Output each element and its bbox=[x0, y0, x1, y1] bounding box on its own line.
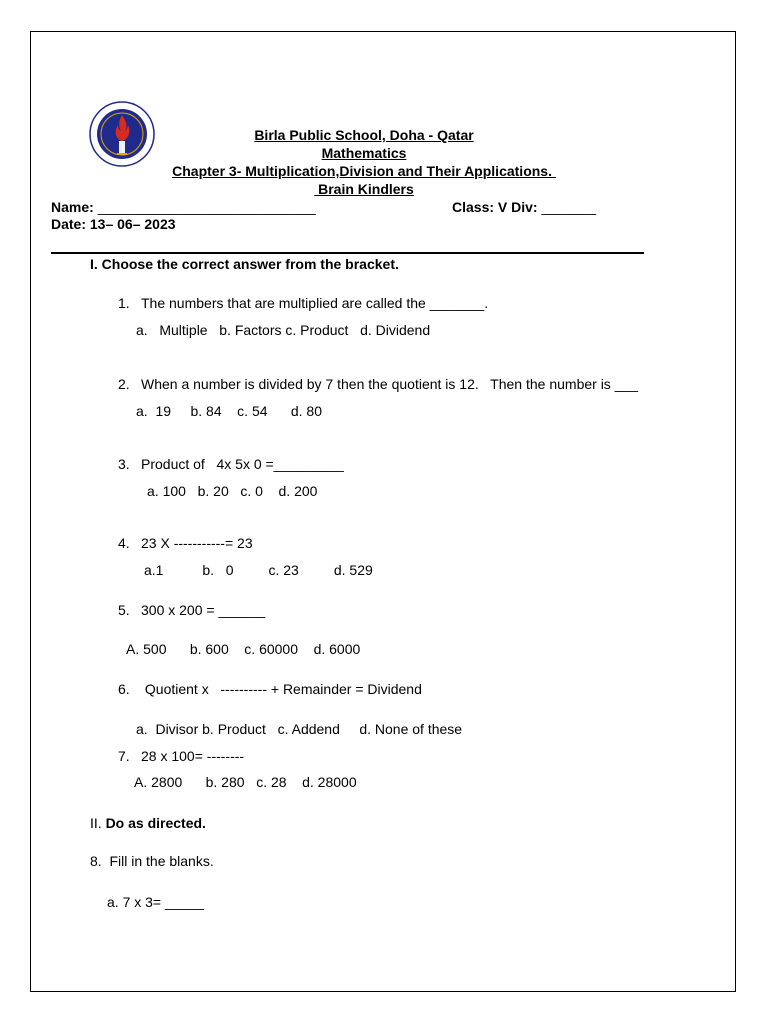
question-text: When a number is divided by 7 then the quotient is 12. Then the number is ___ bbox=[141, 376, 639, 392]
section2-prefix: II. bbox=[90, 815, 106, 831]
section2-heading: Do as directed. bbox=[105, 815, 206, 831]
question-text: Quotient x ---------- + Remainder = Dividend bbox=[141, 681, 422, 697]
chapter-title: Chapter 3- Multiplication,Division and Their Applications. bbox=[172, 163, 556, 179]
name-blank: ____________________________ bbox=[97, 199, 316, 215]
question-number: 1. bbox=[118, 295, 130, 311]
question-options: A. 500 b. 600 c. 60000 d. 6000 bbox=[126, 641, 361, 657]
section2-heading-row bbox=[90, 815, 206, 832]
question-options: A. 2800 b. 280 c. 28 d. 28000 bbox=[134, 774, 357, 790]
question-number: 3. bbox=[118, 456, 130, 472]
school-name: Birla Public School, Doha - Qatar bbox=[254, 127, 474, 143]
question-8a: a. 7 x 3= _____ bbox=[107, 894, 204, 910]
class-row bbox=[452, 199, 596, 216]
question-text: Product of 4x 5x 0 =_________ bbox=[141, 456, 344, 472]
subject-title: Mathematics bbox=[321, 145, 407, 161]
question-text: 23 X -----------= 23 bbox=[141, 535, 253, 551]
worksheet-title: Brain Kindlers bbox=[314, 181, 414, 197]
question-options: a.1 b. 0 c. 23 d. 529 bbox=[144, 562, 373, 578]
question-8: 8. Fill in the blanks. bbox=[90, 853, 214, 869]
question-options: a. Multiple b. Factors c. Product d. Dividend bbox=[136, 322, 431, 338]
question-text: The numbers that are multiplied are called the _______. bbox=[141, 295, 489, 311]
question-number: 4. bbox=[118, 535, 130, 551]
header-divider bbox=[51, 252, 644, 254]
question-number: 7. bbox=[118, 748, 130, 764]
section1-heading: I. Choose the correct answer from the bracket. bbox=[90, 256, 399, 272]
date-label: Date: 13– 06– 2023 bbox=[51, 216, 176, 232]
question-number: 2. bbox=[118, 376, 130, 392]
question-number: 5. bbox=[118, 602, 130, 618]
name-row bbox=[51, 199, 316, 216]
class-blank: _______ bbox=[541, 199, 596, 215]
class-label: Class: V Div: bbox=[452, 199, 542, 215]
question-number: 6. bbox=[118, 681, 130, 697]
question-options: a. Divisor b. Product c. Addend d. None of these bbox=[136, 721, 463, 737]
question-text: 28 x 100= -------- bbox=[141, 748, 245, 764]
question-options: a. 100 b. 20 c. 0 d. 200 bbox=[147, 483, 318, 499]
question-options: a. 19 b. 84 c. 54 d. 80 bbox=[136, 403, 322, 419]
name-label: Name: bbox=[51, 199, 98, 215]
question-text: 300 x 200 = ______ bbox=[141, 602, 266, 618]
